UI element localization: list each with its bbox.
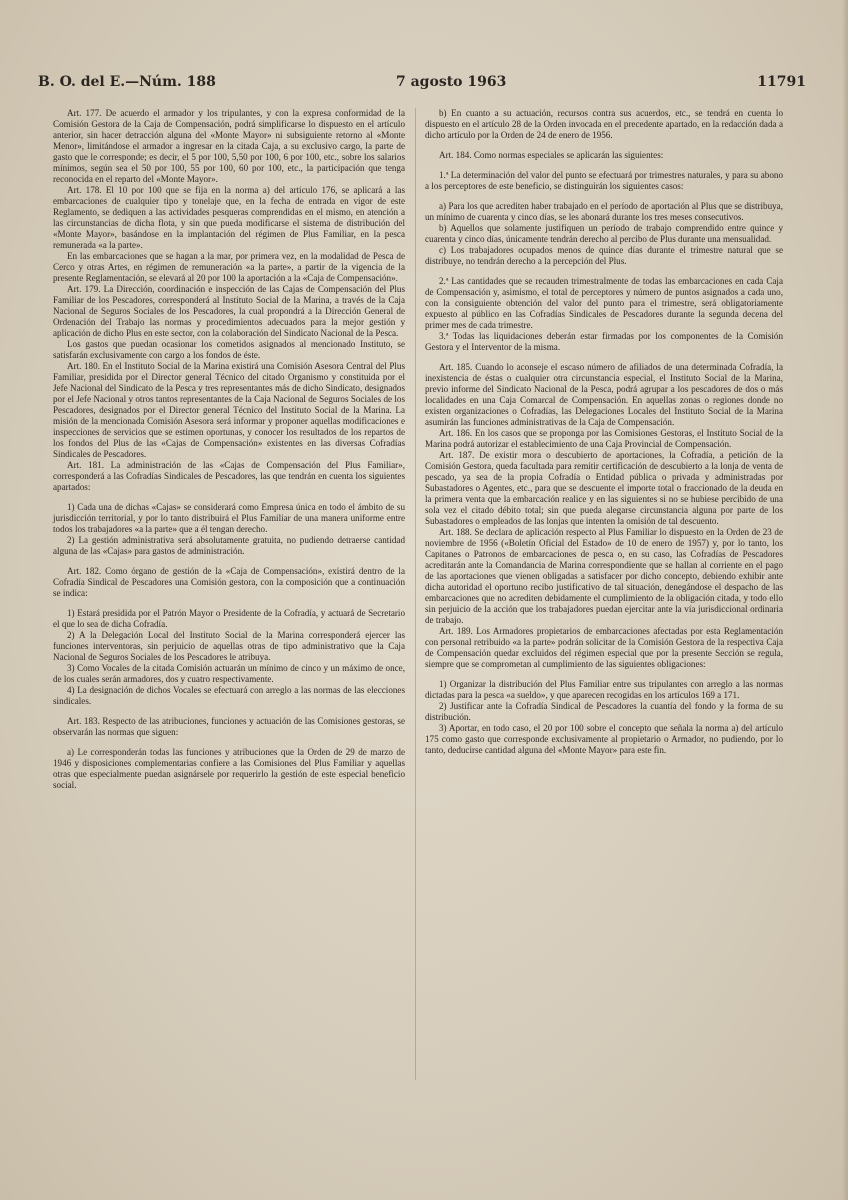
left-column [53, 108, 405, 791]
column-divider [415, 108, 416, 1080]
paragraph: b) Aquellos que solamente justifiquen un período de trabajo comprendido entre quince y cuarenta y cinco días, únicamente tendrán derecho al percibo de Plus durante una mensualidad. [425, 223, 783, 244]
journal-issue: B. O. del E.—Núm. 188 [38, 74, 216, 90]
right-column [425, 108, 783, 756]
paragraph: Los gastos que puedan ocasionar los cometidos asignados al mencionado Instituto, se satisfarán exclusivamente con cargo a los fondos de éste. [53, 339, 405, 360]
paragraph: Art. 187. De existir mora o descubierto de aportaciones, la Cofradía, a petición de la Comisión Gestora, queda facultada para remitir certificación de descubierto a la lonja de venta de pescado, ya sea de la propia Cofradía o Entidad pública o privada y administradas por Subastadores o Agentes, etc., para que se descuente el importe total o fraccionado de la deuda en la primera venta que la embarcación realice y en las siguientes si no se hubiese percibido de una sola vez el citado débito total; sin que pueda alegarse circunstancia alguna por parte de los Subastadores o empleados de las lonjas que intenten la omisión de tal descuento. [425, 450, 783, 526]
paragraph: 4) La designación de dichos Vocales se efectuará con arreglo a las normas de las elecciones sindicales. [53, 685, 405, 706]
paragraph: 3) Aportar, en todo caso, el 20 por 100 sobre el concepto que señala la norma a) del artículo 175 como gasto que corresponde exclusivamente al propietario o Armador, no pudiendo, por lo tanto, deducirse cantidad alguna del «Monte Mayor» para este fin. [425, 723, 783, 755]
paragraph: Art. 181. La administración de las «Cajas de Compensación del Plus Familiar», corresponderá a las Cofradías Sindicales de Pescadores, las que tendrán en cuenta los siguientes apartados: [53, 460, 405, 492]
paragraph: 3) Como Vocales de la citada Comisión actuarán un mínimo de cinco y un máximo de once, de los cuales serán armadores, dos y cuatro respectivamente. [53, 663, 405, 684]
paragraph: Art. 177. De acuerdo el armador y los tripulantes, y con la expresa conformidad de la Comisión Gestora de la Caja de Compensación, podrá simplificarse lo dispuesto en el artículo anterior, sin hacer detracción alguna del «Monte Mayor» ni subsiguiente retorno al «Monte Menor», limitándose el armador a ingresar en la citada Caja, a su exclusivo cargo, la parte de gasto que le corresponde; es decir, el 5 por 100, 5,50 por 100, 6 por 100, etc., sobre los salarios mínimos, según sea el 50 por 100, 55 por 100, 60 por 100, etc., la participación que tenga reconocida en el reparto del «Monte Mayor». [53, 108, 405, 184]
paragraph: Art. 182. Como órgano de gestión de la «Caja de Compensación», existirá dentro de la Cofradía Sindical de Pescadores una Comisión gestora, con la composición que a continuación se indica: [53, 566, 405, 598]
paragraph: c) Los trabajadores ocupados menos de quince días durante el trimestre natural que se distribuye, no tendrán derecho a la percepción del Plus. [425, 245, 783, 266]
paragraph: Art. 178. El 10 por 100 que se fija en la norma a) del artículo 176, se aplicará a las embarcaciones de cualquier tipo y tonelaje que, en la fecha de entrada en vigor de este Reglamento, se dediquen a las actividades pesqueras comprendidas en el mismo, en atención a las circunstancias de dicha flota, y sin que pueda modificarse el sistema de distribución del «Monte Mayor», basándose en la implantación del régimen de Plus Familiar, en la pesca remunerada «a la parte». [53, 185, 405, 250]
issue-date: 7 agosto 1963 [396, 74, 507, 90]
paragraph: Art. 184. Como normas especiales se aplicarán las siguientes: [439, 150, 664, 160]
paragraph: 1.ª La determinación del valor del punto se efectuará por trimestres naturales, y para su abono a los perceptores de este beneficio, se distinguirán los siguientes casos: [425, 170, 783, 191]
paragraph: a) Le corresponderán todas las funciones y atribuciones que la Orden de 29 de marzo de 1946 y disposiciones complementarias confiere a las Comisiones del Plus Familiar y aquellas otras que especialmente puedan asignársele por requerirlo la gestión de este especial beneficio social. [53, 747, 405, 790]
paragraph: Art. 179. La Dirección, coordinación e inspección de las Cajas de Compensación del Plus Familiar de los Pescadores, corresponderá al Instituto Social de la Marina, a través de la Caja Nacional de Seguros Sociales de los Pescadores, la cual propondrá a la Dirección General de Ordenación del Trabajo las normas y procedimientos adecuados para la mejor gestión y aplicación de dicho Plus en este sector, con la colaboración del Sindicato Nacional de la Pesca. [53, 284, 405, 338]
paragraph: 3.ª Todas las liquidaciones deberán estar firmadas por los componentes de la Comisión Gestora y el Interventor de la misma. [425, 331, 783, 352]
paragraph: Art. 189. Los Armadores propietarios de embarcaciones afectadas por esta Reglamentación con personal retribuido «a la parte» podrán solicitar de la Comisión Gestora de la respectiva Caja de Compensación quedar excluidos del régimen especial que por la presente Sección se regula, siempre que se comprometan al cumplimiento de las siguientes obligaciones: [425, 626, 783, 669]
paragraph: Art. 186. En los casos que se proponga por las Comisiones Gestoras, el Instituto Social de la Marina podrá autorizar el establecimiento de una Caja Provincial de Compensación. [425, 428, 783, 449]
paragraph: Art. 185. Cuando lo aconseje el escaso número de afiliados de una determinada Cofradía, la inexistencia de éstas o cualquier otra circunstancia especial, el Instituto Social de la Marina, previo informe del Sindicato Nacional de la Pesca, podrá agrupar a los pescadores de dos o más localidades en una Caja Comarcal de Compensación. En aquellas zonas o regiones donde no existen organizaciones o Cofradías, las Delegaciones Locales del Instituto Social de la Marina asumirán las funciones administrativas de la Caja de Compensación. [425, 362, 783, 427]
page-header [38, 74, 806, 94]
paragraph: Art. 180. En el Instituto Social de la Marina existirá una Comisión Asesora Central del Plus Familiar, presidida por el Director general Técnico del citado Organismo y constituida por el Jefe Nacional del Sindicato de la Pesca y tres representantes más de dicho Sindicato, designados por el Jefe Nacional y otros tantos representantes de la Caja Nacional de Seguros Sociales de los Pescadores, designados por el Director general Técnico del Instituto Social de la Marina. La misión de la mencionada Comisión Asesora será informar y proponer aquellas modificaciones e inspecciones de servicios que se estimen oportunas, y conocer los resultados de los repartos de los fondos del Plus de las «Cajas de Compensación» existentes en las diversas Cofradías Sindicales de Pescadores. [53, 361, 405, 459]
paragraph: Art. 188. Se declara de aplicación respecto al Plus Familiar lo dispuesto en la Orden de 23 de noviembre de 1956 («Boletín Oficial del Estado» de 10 de enero de 1957) y, por lo tanto, los Capitanes o Patronos de embarcaciones de pesca o, en su caso, las Cofradías de Pescadores acreditarán ante la Comandancia de Marina correspondiente que se hallan al corriente en el pago de las aportaciones que vienen obligadas a satisfacer por dicho concepto, debiendo exhibir ante dicha autoridad el oportuno recibo justificativo de tal situación, denegándose el despacho de las embarcaciones que no acrediten debidamente el cumplimiento de la obligación citada, y todo ello sin perjuicio de la acción que los trabajadores puedan ejercitar ante la vía jurisdiccional ordinaria de trabajo. [425, 527, 783, 625]
paragraph: 2) La gestión administrativa será absolutamente gratuita, no pudiendo detraerse cantidad alguna de las «Cajas» para gastos de administración. [53, 535, 405, 556]
paragraph: 2) A la Delegación Local del Instituto Social de la Marina corresponderá ejercer las funciones interventoras, sin perjuicio de aquellas otras de tipo administrativo que la Caja Nacional de Seguros Sociales de los Pescadores le atribuya. [53, 630, 405, 662]
paragraph: a) Para los que acrediten haber trabajado en el período de aportación al Plus que se distribuya, un mínimo de cuarenta y cinco días, se les abonará durante los tres meses consecutivos. [425, 201, 783, 222]
paragraph: 1) Cada una de dichas «Cajas» se considerará como Empresa única en todo el ámbito de su jurisdicción territorial, y por lo tanto distribuirá el Plus Familiar de una manera uniforme entre todos los trabajadores «a la parte» que a él tengan derecho. [53, 502, 405, 534]
paragraph: En las embarcaciones que se hagan a la mar, por primera vez, en la modalidad de Pesca de Cerco y otras Artes, en régimen de remuneración «a la parte», a partir de la vigencia de la presente Reglamentación, se elevará al 20 por 100 la aportación a la «Caja de Compensación». [53, 251, 405, 283]
paper-edge [842, 0, 848, 1200]
paragraph: 2.ª Las cantidades que se recauden trimestralmente de todas las embarcaciones en cada Caja de Compensación y, asimismo, el total de perceptores y número de puntos asignados a cada uno, con la consiguiente obtención del valor del punto para el trimestre, será obligatoriamente expuesto al público en las Cofradías Sindicales de Pescadores durante la segunda decena del primer mes de cada trimestre. [425, 276, 783, 330]
paragraph: 1) Estará presidida por el Patrón Mayor o Presidente de la Cofradía, y actuará de Secretario el que lo sea de dicha Cofradía. [53, 608, 405, 629]
paragraph: 1) Organizar la distribución del Plus Familiar entre sus tripulantes con arreglo a las normas dictadas para la pesca «a sueldo», y que aparecen recogidas en los artículos 169 a 171. [425, 679, 783, 700]
paragraph: Art. 183. Respecto de las atribuciones, funciones y actuación de las Comisiones gestoras, se observarán las normas que siguen: [53, 716, 405, 737]
page-number: 11791 [757, 74, 806, 90]
paragraph: 2) Justificar ante la Cofradía Sindical de Pescadores la cuantía del fondo y la forma de su distribución. [425, 701, 783, 722]
paragraph: b) En cuanto a su actuación, recursos contra sus acuerdos, etc., se tendrá en cuenta lo dispuesto en el artículo 28 de la Orden invocada en el precedente apartado, en la redacción dada a dicho artículo por la Orden de 24 de enero de 1956. [425, 108, 783, 140]
